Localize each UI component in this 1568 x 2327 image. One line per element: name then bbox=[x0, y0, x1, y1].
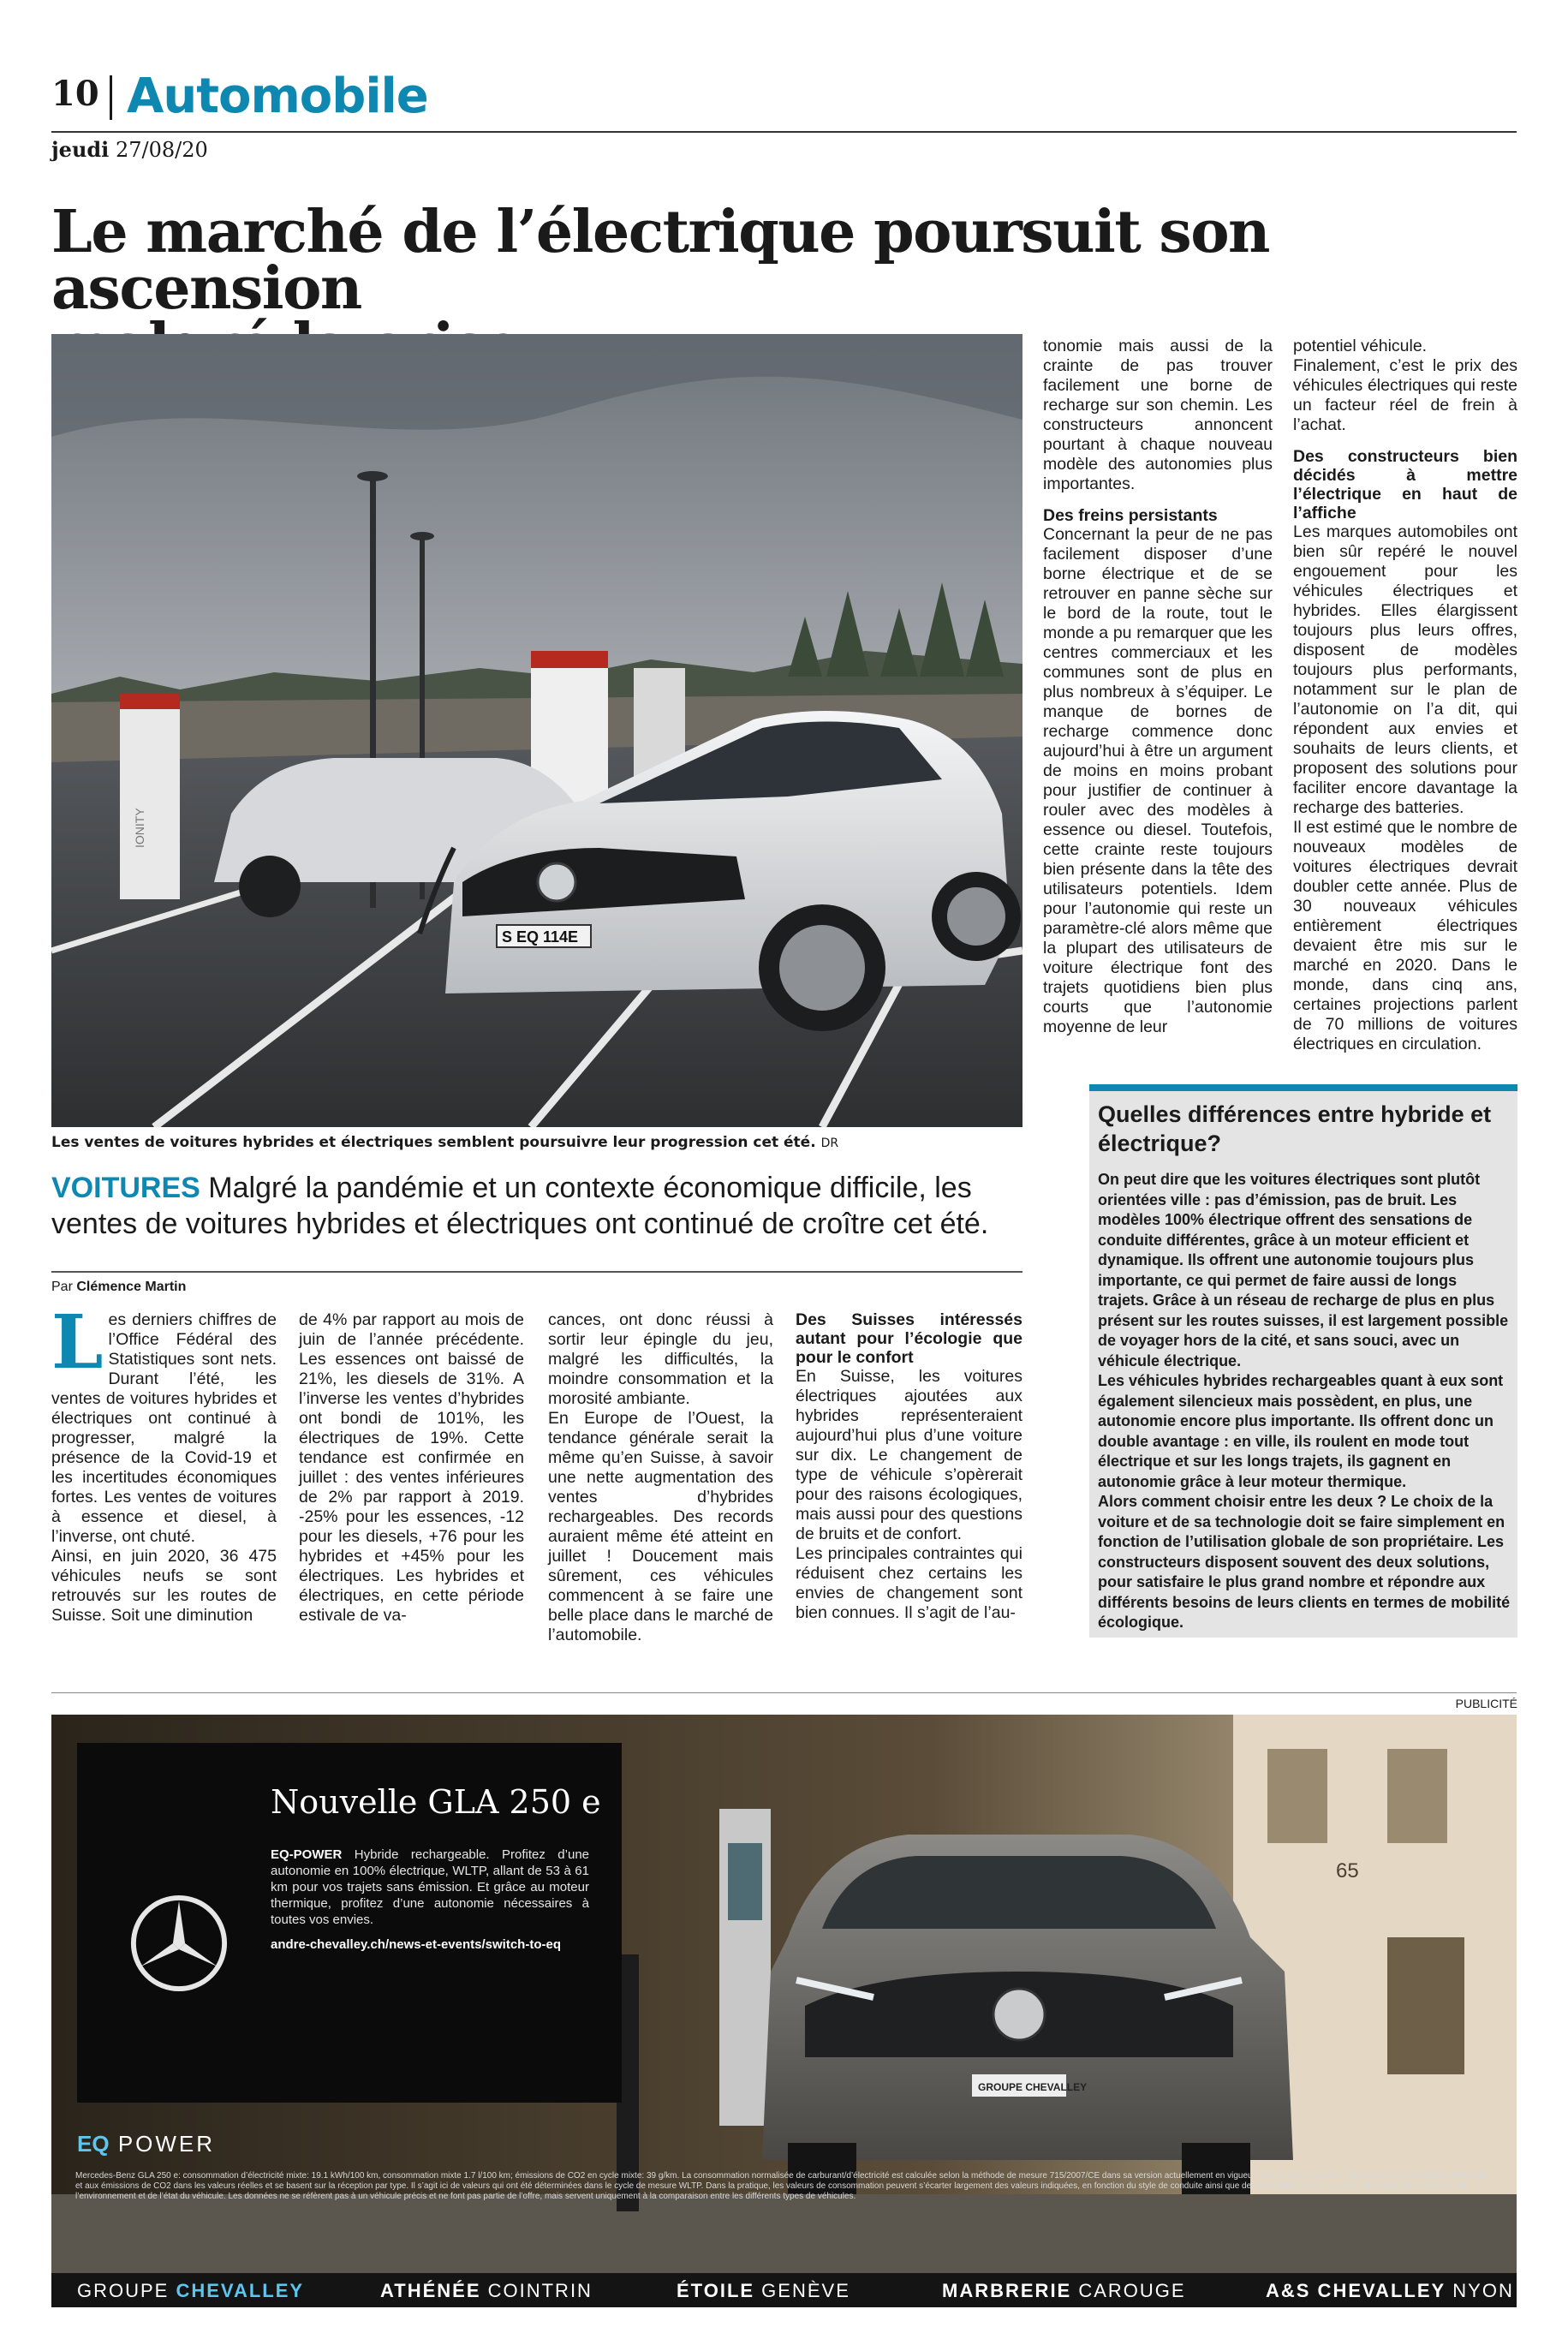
dealer-name: NYON bbox=[1446, 2280, 1514, 2301]
byline-author: Clémence Martin bbox=[76, 1280, 187, 1294]
photo-caption-text: Les ventes de voitures hybrides et électriques semblent poursuivre leur progression cet été. bbox=[51, 1134, 816, 1151]
paragraph bbox=[51, 1299, 277, 1547]
paragraph: Ainsi, en juin 2020, 36 475 véhicules neufs se sont retrouvés sur les routes de Suisse. Soit une diminution bbox=[51, 1547, 277, 1625]
lead-rule bbox=[51, 1271, 1022, 1273]
paragraph: tonomie mais aussi de la crainte de pas trouver facilement une borne de recharge sur son chemin. Les constructeurs annoncent pourtant à chaque nouveau modèle des autonomies plus importantes. bbox=[1043, 337, 1273, 493]
drop-cap: L bbox=[51, 1299, 104, 1386]
dealer-word: ATHÉNÉE bbox=[380, 2280, 481, 2301]
eq-logo-word: POWER bbox=[117, 2131, 216, 2157]
headline-line-1: Le marché de l’électrique poursuit son ascension bbox=[51, 198, 1269, 323]
dealer-etoile-geneve bbox=[677, 2280, 850, 2302]
paragraph: cances, ont donc réussi à sortir leur épingle du jeu, malgré les difficultés, la moindre consommation et la morosité ambiante. bbox=[548, 1310, 773, 1408]
header-divider bbox=[110, 75, 112, 120]
paragraph: Les principales contraintes qui réduisent chez certains les envies de changement sont bien connues. Il s’agit de l’au- bbox=[796, 1544, 1022, 1622]
paragraph: Concernant la peur de ne pas facilement disposer d’une borne électrique et de se retrouver en panne sèche sur le bord de la route, tout le monde a pu remarquer que les centres commerciaux et les communes sont de plus en plus nombreux à s’équiper. Le manque de bornes de recharge commence donc aujourd’hui à être un argument de moins en moins probant pour justifier de continuer à rouler avec des modèles à essence ou diesel. Toutefois, cette crainte reste toujours bien présente dans la tête des utilisateurs potentiels. Idem pour l’autonomie qui reste un paramètre-clé alors même que la plupart des utilisateurs de voiture électrique font des trajets quotidiens bien plus courts que l’autonomie moyenne de leur bbox=[1043, 525, 1273, 1036]
eq-logo-mark: EQ bbox=[77, 2131, 110, 2157]
ad-url-link[interactable]: andre-chevalley.ch/news-et-events/switch-to-eq bbox=[271, 1937, 561, 1952]
subheading-constructeurs: Des constructeurs bien décidés à mettre l’électrique en haut de l’affiche bbox=[1293, 447, 1517, 522]
dealer-athenee-cointrin bbox=[380, 2280, 593, 2302]
paragraph: Finalement, c’est le prix des véhicules électriques qui reste un facteur réel de frein à l’achat. bbox=[1293, 356, 1517, 434]
article-column-1 bbox=[51, 1299, 277, 1626]
ad-fine-print: Mercedes-Benz GLA 250 e: consommation d’électricité mixte: 19.1 kWh/100 km, consommation mixte 1.7 l/100 km; émissions de CO2 en cycle mixte: 39 g/km. La consommation normalisée de carburant/d’électricité est calculée selon la méthode de mesure 715/2007/CE dans sa version actuellement en vigueur. Les valeurs indiquées reflètent à la consommation d’énergie et aux émissions de CO2 dans les valeurs réelles et se basent sur la réception par type. Il s’agit ici de valeurs qui ont été déterminées dans le cycle de mesure WLTP. Dans la pratique, les valeurs de consommation peuvent s’écarter largement des valeurs indiquées, en fonction du style de conduite ainsi que des conditions de la circulation, du climat, des influences de l’environnement et de l’état du véhicule. Les données ne se réfèrent pas à un véhicule précis et ne font pas partie de l’offre, mais servent uniquement à la comparaison entre les différents types de véhicules. bbox=[75, 2171, 1488, 2201]
sidebar-text bbox=[1098, 1170, 1511, 1633]
article-lead bbox=[51, 1170, 1022, 1242]
article-column-4 bbox=[796, 1310, 1022, 1623]
photo-credit: DR bbox=[820, 1137, 839, 1150]
article-column-2 bbox=[299, 1310, 524, 1626]
page-number: 10 bbox=[51, 74, 99, 114]
lead-keyword: VOITURES bbox=[51, 1172, 200, 1204]
photo-caption bbox=[51, 1134, 1022, 1151]
dealer-marbrerie-carouge bbox=[942, 2280, 1186, 2302]
article-photo bbox=[51, 334, 1022, 1127]
section-title: Automobile bbox=[127, 69, 428, 124]
paragraph: En Suisse, les voitures électriques ajoutées aux hybrides représenteraient aujourd’hui plus d’une voiture sur dix. Le changement de type de véhicule s’opèrerait pour des raisons écologiques, mais aussi pour des questions de bruits et de confort. bbox=[796, 1367, 1022, 1543]
dealer-name: CHEVALLEY bbox=[176, 2280, 305, 2301]
sidebar-paragraph: Les véhicules hybrides rechargeables quant à eux sont également silencieux mais possèdent, en plus, une autonomie encore plus importante. Ils offrent donc un double avantage : en ville, ils roulent en mode tout électrique et sur les longs trajets, ils gagnent en autonomie grâce à leur moteur thermique. bbox=[1098, 1372, 1504, 1490]
paragraph: En Europe de l’Ouest, la tendance générale serait la même qu’en Suisse, à savoir une nette augmentation des ventes d’hybrides rechargeables. Des records auraient même été atteint en juillet ! Doucement mais sûrement, ces véhicules commencent à se faire une belle place dans le marché de l’automobile. bbox=[548, 1409, 773, 1644]
ad-text bbox=[271, 1847, 589, 1928]
lead-line-1 bbox=[51, 1170, 1022, 1206]
sidebar-paragraph: On peut dire que les voitures électriques sont plutôt orientées ville : pas d’émission, pas de bruit. Les modèles 100% électrique offrent des sensations de conduite différentes, grâce à un moteur efficient et dynamique. Ils offrent une autonomie toujours plus importante, ce qui permet de faire aussi de longs trajets. Grâce à un réseau de recharge de plus en plus présent sur les routes suisses, il est largement possible de voyager hors de la cité, et sans souci, avec un véhicule électrique. bbox=[1098, 1171, 1509, 1369]
dealer-word: ÉTOILE bbox=[677, 2280, 755, 2301]
lead-text-1: Malgré la pandémie et un contexte économique difficile, les bbox=[200, 1172, 972, 1204]
ad-rule bbox=[51, 1692, 1517, 1693]
paragraph: potentiel véhicule. bbox=[1293, 337, 1428, 355]
dealer-word: A&S CHEVALLEY bbox=[1266, 2280, 1446, 2301]
ad-title: Nouvelle GLA 250 e bbox=[271, 1783, 601, 1821]
header-rule bbox=[51, 131, 1517, 133]
dealer-name: CAROUGE bbox=[1071, 2280, 1186, 2301]
charging-station-photo bbox=[51, 334, 1022, 1127]
ad-plate: GROUPE CHEVALLEY bbox=[978, 2081, 1088, 2093]
sidebar-paragraph: Alors comment choisir entre les deux ? Le choix de la voiture et de sa technologie doit se faire simplement en fonction de l’utilisation globale de son propriétaire. Les constructeurs disposent souvent des deux solutions, pour satisfaire le plus grand nombre et répondre aux différents besoins de leurs clients en termes de mobilité écologique. bbox=[1098, 1493, 1511, 1631]
dealer-groupe-chevalley bbox=[77, 2280, 304, 2302]
issue-date bbox=[51, 137, 208, 162]
dealer-as-chevalley-nyon bbox=[1266, 2280, 1514, 2302]
dealer-word: MARBRERIE bbox=[942, 2280, 1072, 2301]
house-number: 65 bbox=[1336, 1859, 1359, 1882]
paragraph: Les marques automobiles ont bien sûr repéré le nouvel engouement pour les véhicules électriques et hybrides. Elles élargissent toujours plus leurs offres, disposent de modèles toujours plus performants, notamment sur le plan de l’autonomie on l’a dit, qui répondent aux envies et souhaits de leurs clients, et proposent des solutions pour faciliter encore davantage la recharge des batteries. bbox=[1293, 522, 1517, 817]
article-column-r1 bbox=[1043, 337, 1273, 1037]
issue-date-value: 27/08/20 bbox=[115, 138, 208, 162]
paragraph: de 4% par rapport au mois de juin de l’année précédente. Les essences ont baissé de 21%, les diesels de 31%. A l’inverse les ventes d’hybrides ont bondi de 101%, les électriques de 19%. Cette tendance est confirmée en juillet : des ventes inférieures de 2% par rapport à 2019. -25% pour les essences, -12 pour les diesels, +76 pour les hybrides et +45% pour les électriques. Les hybrides et électriques, en cette période estivale de va- bbox=[299, 1310, 524, 1625]
sidebar-title: Quelles différences entre hybride et électrique? bbox=[1098, 1101, 1492, 1156]
ad-body: Hybride rechargeable. Profitez d’une autonomie en 100% électrique, WLTP, allant de 53 à 61 km pour vos trajets sans émission. Et grâce au moteur thermique, profitez d’une autonomie nécessaires à toutes vos envies. bbox=[271, 1847, 589, 1927]
article-column-3 bbox=[548, 1310, 773, 1645]
issue-day: jeudi bbox=[51, 137, 110, 162]
byline-prefix: Par bbox=[51, 1280, 73, 1294]
car-plate: S EQ 114E bbox=[502, 928, 579, 946]
dealer-name: COINTRIN bbox=[480, 2280, 593, 2301]
article-column-r2 bbox=[1293, 337, 1517, 1054]
eq-power-logo bbox=[77, 2131, 215, 2157]
mercedes-star-icon bbox=[128, 1893, 230, 1994]
dealer-word: GROUPE bbox=[77, 2280, 176, 2301]
subheading-suisses: Des Suisses intéressés autant pour l’écologie que pour le confort bbox=[796, 1310, 1022, 1367]
paragraph-text: es derniers chiffres de l’Office Fédéral des Statistiques sont nets. Durant l’été, les ventes de voitures hybrides et électriques ont continué à progresser, malgré la présence de la Covid-19 et les incertitudes économiques fortes. Les ventes de voitures à essence et diesel, à l’inverse, ont chuté. bbox=[51, 1310, 277, 1546]
station-brand: IONITY bbox=[133, 808, 146, 848]
paragraph: Il est estimé que le nombre de nouveaux modèles de voitures électriques devrait doubler cette année. Plus de 30 nouveaux véhicules entièrement électriques devaient être mis sur le marché en 2020. Dans le monde, dans cinq ans, certaines projections parlent de 70 millions de voitures électriques en circulation. bbox=[1293, 818, 1517, 1053]
subheading-freins: Des freins persistants bbox=[1043, 506, 1218, 525]
byline bbox=[51, 1280, 186, 1295]
lead-line-2: ventes de voitures hybrides et électriques ont continué de croître cet été. bbox=[51, 1208, 989, 1240]
dealer-name: GENÈVE bbox=[754, 2280, 850, 2301]
ad-eq-power: EQ-POWER bbox=[271, 1847, 343, 1862]
advertising-label: PUBLICITÉ bbox=[1455, 1697, 1517, 1710]
